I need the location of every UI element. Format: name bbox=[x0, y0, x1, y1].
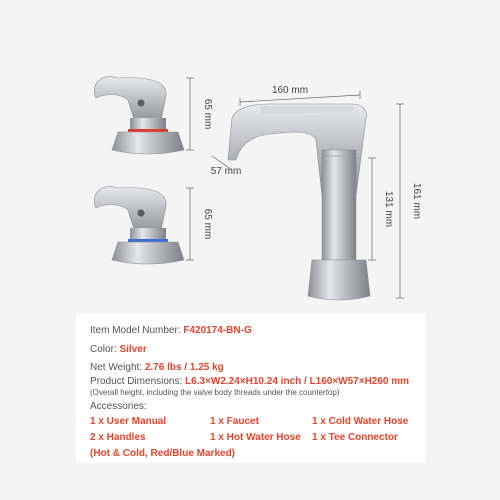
accessory-faucet: 1 x Faucet bbox=[210, 416, 259, 427]
accessory-hot-water-hose: 1 x Hot Water Hose bbox=[210, 432, 301, 443]
specs-card bbox=[76, 313, 426, 463]
accessories-label: Accessories: bbox=[90, 401, 147, 412]
base-height-label: 131 mm bbox=[383, 190, 394, 228]
color-value: Silver bbox=[119, 344, 147, 355]
handle-bottom-height-label: 65 mm bbox=[202, 208, 213, 240]
model-label: Item Model Number: bbox=[90, 325, 181, 336]
model-row bbox=[90, 325, 252, 336]
dims-label: Product Dimensions: bbox=[90, 376, 183, 387]
dims-value: L6.3×W2.24×H10.24 inch / L160×W57×H260 mm bbox=[185, 376, 410, 387]
accessory-handles-note: (Hot & Cold, Red/Blue Marked) bbox=[90, 448, 236, 459]
overall-height-label: 161 mm bbox=[411, 182, 422, 220]
cold-marker bbox=[128, 239, 168, 242]
weight-row bbox=[90, 362, 224, 373]
model-value: F420174-BN-G bbox=[183, 325, 252, 336]
accessory-cold-water-hose: 1 x Cold Water Hose bbox=[312, 416, 409, 427]
cold-handle bbox=[94, 187, 184, 264]
accessory-user-manual: 1 x User Manual bbox=[90, 416, 167, 427]
dims-note: (Overall height, including the valve body threads under the countertop) bbox=[90, 388, 340, 397]
hot-handle bbox=[94, 77, 184, 154]
dims-row bbox=[90, 376, 409, 387]
accessory-tee-connector: 1 x Tee Connector bbox=[312, 432, 398, 443]
spout-width-label: 57 mm bbox=[210, 166, 242, 177]
accessory-handles: 2 x Handles bbox=[90, 432, 146, 443]
color-label: Color: bbox=[90, 344, 117, 355]
handle-top-height-label: 65 mm bbox=[202, 98, 213, 130]
faucet-body bbox=[228, 104, 370, 300]
weight-value: 2.76 lbs / 1.25 kg bbox=[144, 362, 224, 373]
weight-label: Net Weight: bbox=[90, 362, 143, 373]
hot-marker bbox=[128, 129, 168, 132]
spout-length-label: 160 mm bbox=[271, 85, 309, 96]
color-row bbox=[90, 344, 147, 355]
